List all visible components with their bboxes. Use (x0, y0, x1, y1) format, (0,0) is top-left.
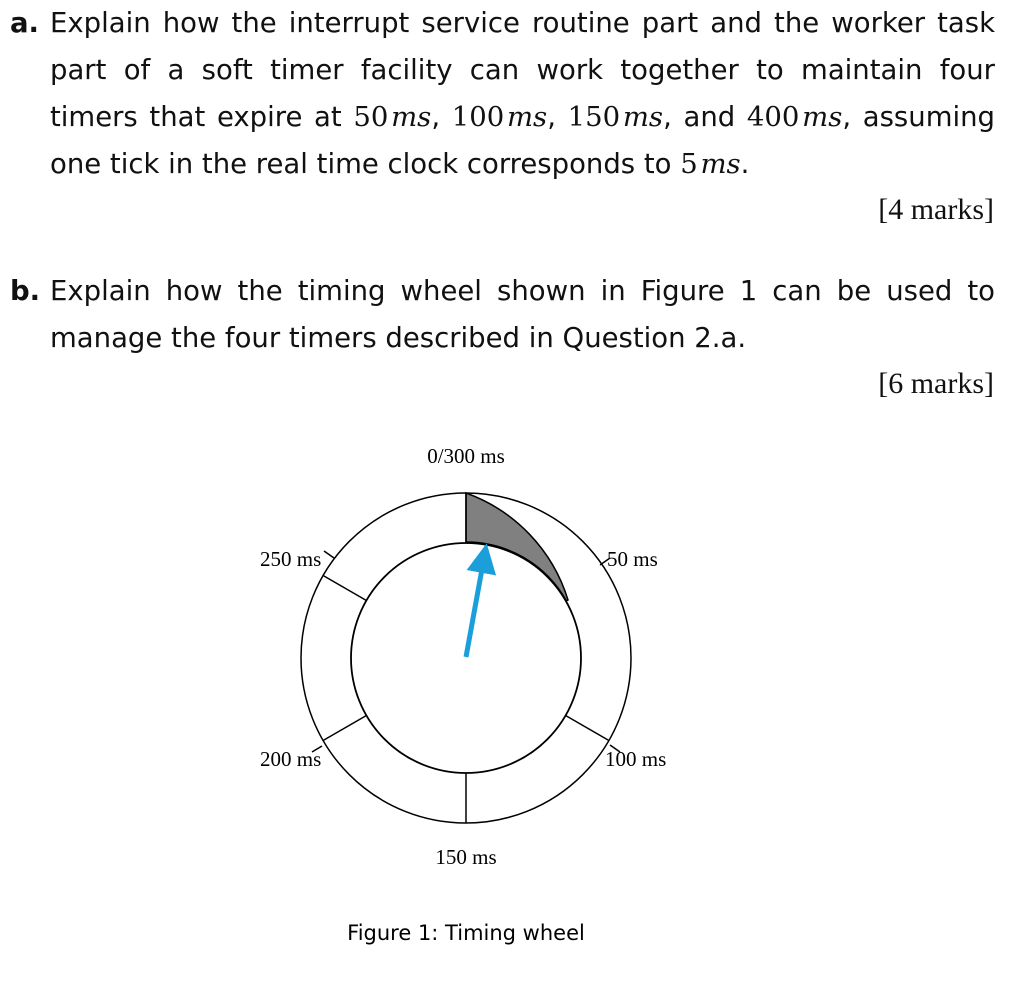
question-a-marks: [4 marks] (878, 193, 994, 226)
label-50ms: 50 ms (607, 547, 658, 571)
label-200ms: 200 ms (260, 747, 322, 771)
label-100ms: 100 ms (605, 747, 667, 771)
slot-divider-50 (566, 600, 568, 601)
time-value-100: 100 ms (451, 101, 548, 133)
question-a-text-part: , assuming one tick in the real time clock corresponds to (50, 101, 996, 180)
label-250ms: 250 ms (260, 547, 322, 571)
slot-divider-100 (566, 716, 609, 741)
timing-wheel-diagram (0, 430, 1024, 997)
time-value-50: 50 ms (353, 101, 432, 133)
question-a (10, 0, 995, 188)
figure-caption: Figure 1: Timing wheel (347, 921, 585, 945)
time-value-150: 150 ms (567, 101, 664, 133)
tick-250 (324, 551, 334, 558)
question-b-marks: [6 marks] (878, 367, 994, 400)
question-b (10, 268, 995, 362)
question-b-text: Explain how the timing wheel shown in Figure 1 can be used to manage the four timers described in Question 2.a. (50, 275, 995, 354)
tick-value: 5 ms (680, 148, 741, 180)
wheel-inner-ring (351, 543, 581, 773)
question-a-text: Explain how the interrupt service routine part and the worker task part of a soft timer facility can work together to maintain four timers that expire at 50 ms, 100 ms, 150 ms, and 400 ms, assuming one tick in the real time clock corresponds to 5 ms. (50, 7, 996, 180)
label-150ms: 150 ms (435, 845, 497, 869)
question-b-label: b. (10, 275, 41, 307)
clock-pointer-arrow (466, 558, 484, 657)
question-a-label: a. (10, 7, 40, 39)
time-value-400: 400 ms (746, 101, 843, 133)
slot-divider-250 (323, 576, 366, 601)
slot-divider-200 (323, 716, 366, 741)
question-a-text-part: Explain how the interrupt service routine part and the worker task part of a soft timer facility can work together to maintain four timers that expire at (50, 7, 995, 133)
timing-wheel-figure (0, 430, 1024, 997)
label-0-300ms: 0/300 ms (427, 444, 505, 468)
